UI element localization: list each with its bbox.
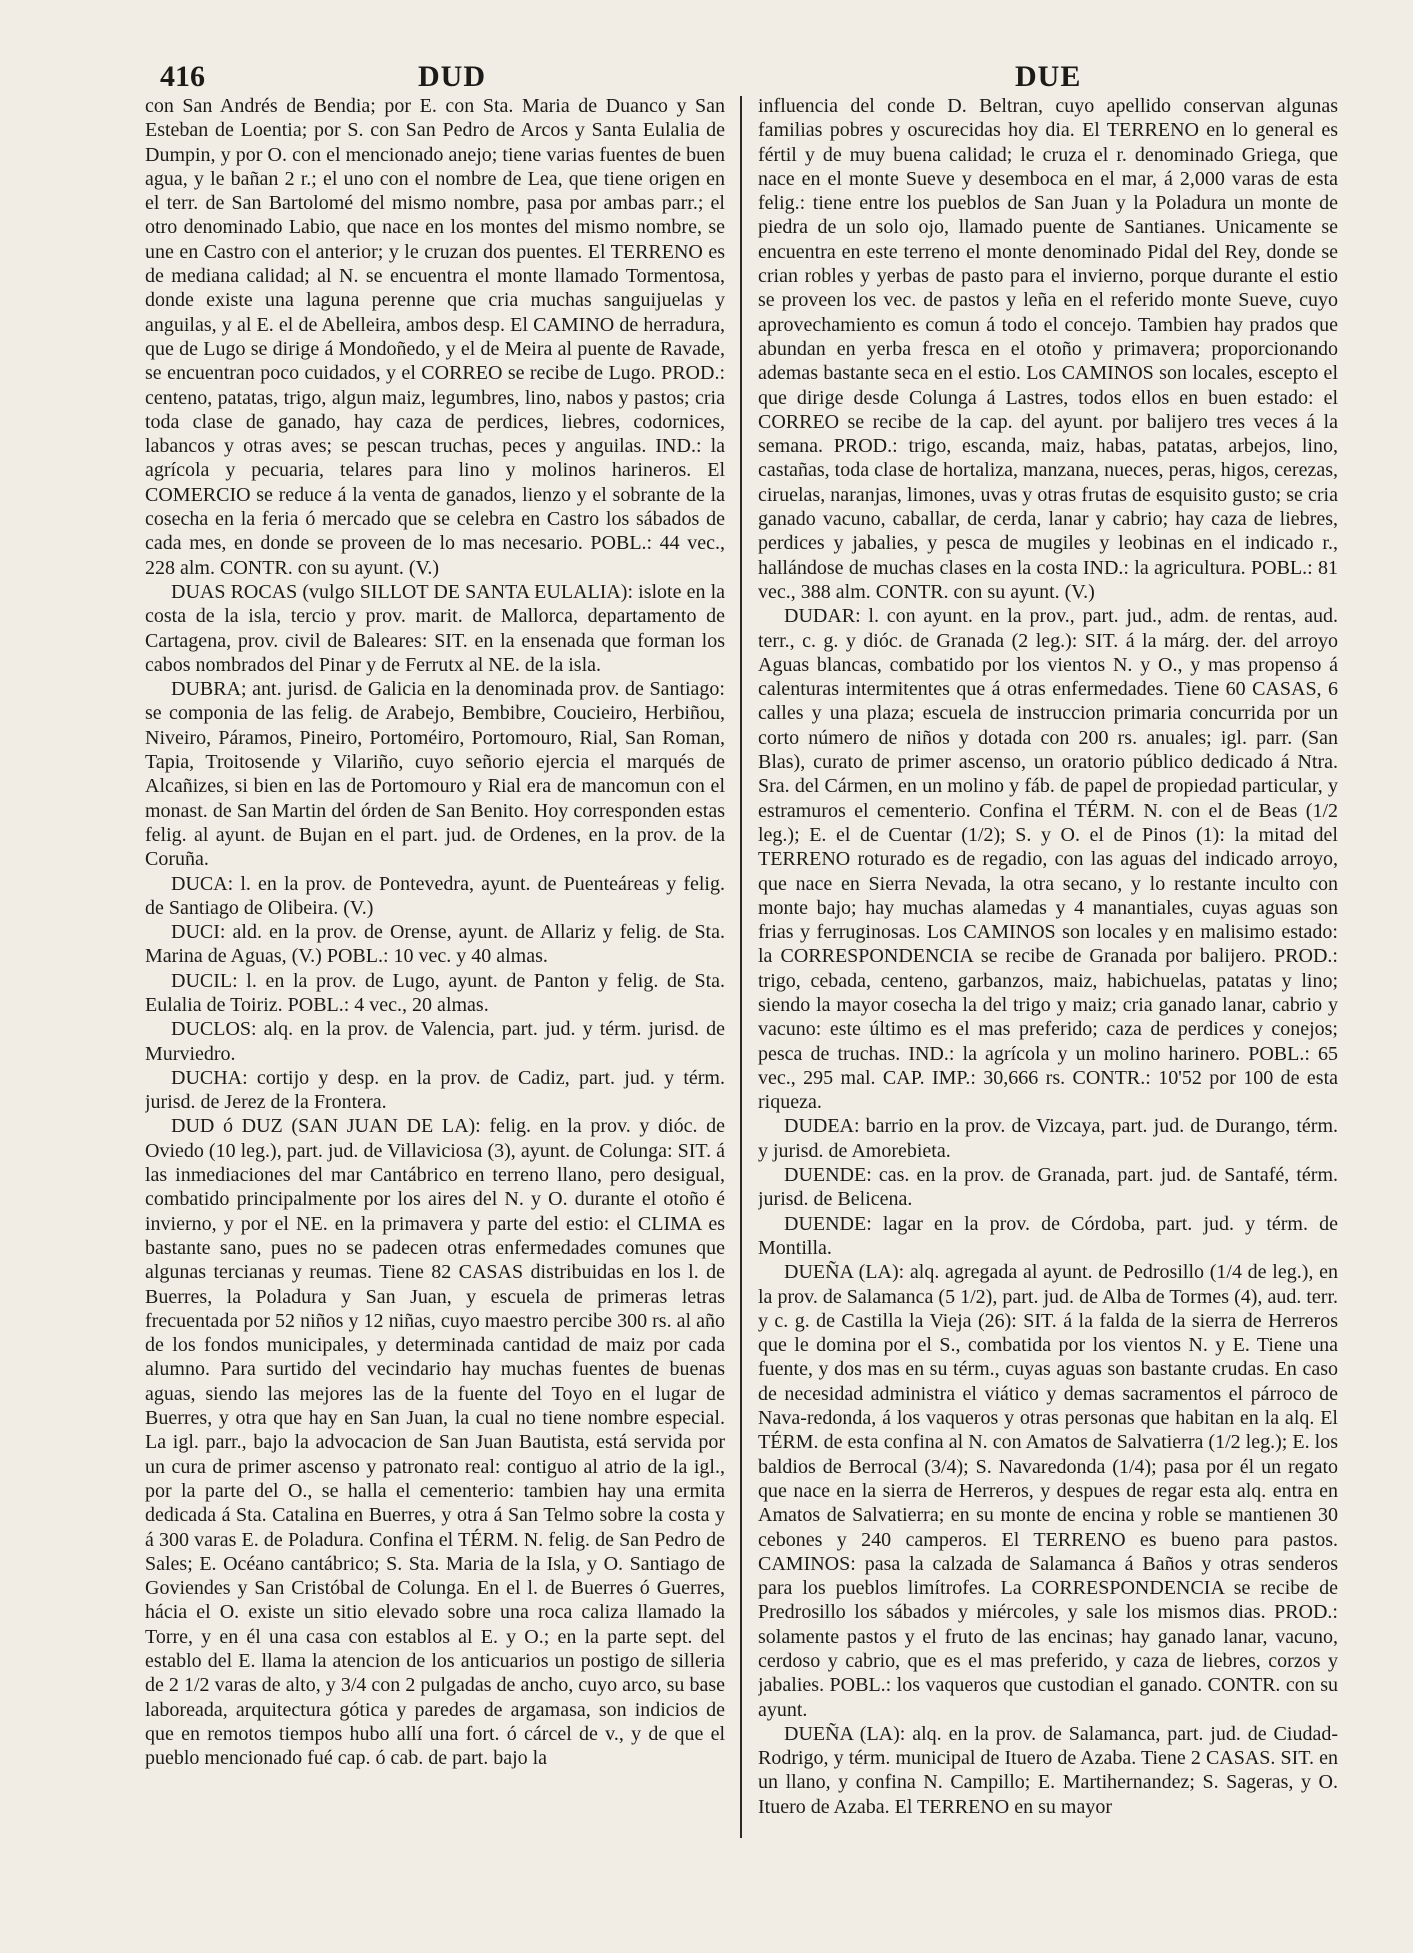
right-column <box>758 94 1338 1934</box>
entry-paragraph: con San Andrés de Bendia; por E. con Sta. Maria de Duanco y San Esteban de Loentia; por S. con San Pedro de Arcos y Santa Eulalia de Dumpin, y por O. con el mencionado anejo; tiene varias fuentes de buen agua, y le bañan 2 r.; el uno con el nombre de Lea, que tiene origen en el terr. de San Bartolomé del mismo nombre, pasa por ambas parr.; el otro denominado Labio, que nace en los montes del mismo nombre, se une en Castro con el anterior; y le cruzan dos puentes. El TERRENO es de mediana calidad; al N. se encuentra el monte llamado Tormentosa, donde existe una laguna perenne que cria muchas sanguijuelas y anguilas, y al E. el de Abelleira, ambos desp. El CAMINO de herradura, que de Lugo se dirige á Mondoñedo, y el de Meira al puente de Ravade, se encuentran poco cuidados, y el CORREO se recibe de Lugo. PROD.: centeno, patatas, trigo, algun maiz, legumbres, lino, nabos y pastos; cria toda clase de ganado, hay caza de perdices, liebres, codornices, labancos y otras aves; se pescan truchas, peces y anguilas. IND.: la agrícola y pecuaria, telares para lino y molinos harineros. El COMERCIO se reduce á la venta de ganados, lienzo y el sobrante de la cosecha en la feria ó mercado que se celebra en Castro los sábados de cada mes, en donde se proveen de lo mas necesario. POBL.: 44 vec., 228 alm. CONTR. con su ayunt. (V.) <box>145 95 725 579</box>
entry-paragraph: DUENDE: lagar en la prov. de Córdoba, part. jud. y térm. de Montilla. <box>758 1212 1338 1259</box>
entry-paragraph: DUCIL: l. en la prov. de Lugo, ayunt. de Panton y felig. de Sta. Eulalia de Toiriz. POBL.: 4 vec., 20 almas. <box>145 969 725 1016</box>
entry-paragraph: DUBRA; ant. jurisd. de Galicia en la denominada prov. de Santiago: se componia de las felig. de Arabejo, Bembibre, Coucieiro, Herbiñou, Niveiro, Páramos, Pineiro, Portoméiro, Portomouro, Rial, San Roman, Tapia, Troitosende y Vilariño, cuyo señorio ejercia el marqués de Alcañizes, si bien en las de Portomouro y Rial era de mancomun con el monast. de San Martin del órden de San Benito. Hoy corresponden estas felig. al ayunt. de Bujan en el part. jud. de Ordenes, en la prov. de la Coruña. <box>145 678 725 871</box>
entry-paragraph: DUDEA: barrio en la prov. de Vizcaya, part. jud. de Durango, térm. y jurisd. de Amorebieta. <box>758 1115 1338 1162</box>
entry-paragraph: DUEÑA (LA): alq. en la prov. de Salamanca, part. jud. de Ciudad-Rodrigo, y térm. municipal de Ituero de Azaba. Tiene 2 CASAS. SIT. en un llano, y confina N. Campillo; E. Martihernandez; S. Sageras, y O. Ituero de Azaba. El TERRENO en su mayor <box>758 1722 1338 1818</box>
column-divider <box>740 96 742 1838</box>
entry-paragraph: influencia del conde D. Beltran, cuyo apellido conservan algunas familias pobres y oscurecidas hoy dia. El TERRENO en lo general es fértil y de muy buena calidad; le cruza el r. denominado Griega, que nace en el monte Sueve y desemboca en el mar, á 2,000 varas de esta felig.: tiene entre los pueblos de San Juan y la Poladura un monte de piedra de un solo ojo, llamado puente de Santianes. Unicamente se encuentra en este terreno el monte denominado Pidal del Rey, donde se crian robles y yerbas de pasto para el invierno, porque durante el estio se proveen los vec. de pastos y leña en el referido monte Sueve, cuyo aprovechamiento es comun á todo el concejo. Tambien hay prados que abundan en yerba fresca en el otoño y primavera; proporcionando ademas bastante seca en el estio. Los CAMINOS son locales, escepto el que dirige desde Colunga á Lastres, todos ellos en buen estado: el CORREO se recibe de la cap. del ayunt. por balijero tres veces á la semana. PROD.: trigo, escanda, maiz, habas, patatas, arbejos, lino, castañas, toda clase de hortaliza, manzana, nueces, peras, higos, cerezas, ciruelas, naranjas, limones, uvas y otras frutas de esquisito gusto; se cria ganado vacuno, caballar, de cerda, lanar y cabrio; hay caza de liebres, perdices y jabalies, y pesca de mugiles y leobinas en el indicado r., hallándose de muchas clases en la costa IND.: la agricultura. POBL.: 81 vec., 388 alm. CONTR. con su ayunt. (V.) <box>758 95 1338 603</box>
header-left-keyword: DUD <box>418 60 486 93</box>
entry-paragraph: DUEÑA (LA): alq. agregada al ayunt. de Pedrosillo (1/4 de leg.), en la prov. de Salamanca (5 1/2), part. jud. de Alba de Tormes (4), aud. terr. y c. g. de Castilla la Vieja (26): SIT. á la falda de la sierra de Herreros que le domina por el S., combatida por los vientos N. y E. Tiene una fuente, y dos mas en su térm., cuyas aguas son bastante crudas. En caso de necesidad administra el viático y demas sacramentos el párroco de Nava-redonda, á los vaqueros y otras personas que habitan en la alq. El TÉRM. de esta confina al N. con Amatos de Salvatierra (1/2 leg.); E. los baldios de Berrocal (3/4); S. Navaredonda (1/4); pasa por él un regato que nace en la sierra de Herreros, y despues de regar esta alq. entra en Amatos de Salvatierra; en su monte de encina y roble se mantienen 30 cebones y 240 camperos. El TERRENO es bueno para pastos. CAMINOS: pasa la calzada de Salamanca á Baños y otras senderos para los pueblos limítrofes. La CORRESPONDENCIA se recibe de Predrosillo los sábados y miércoles, y sale los mismos dias. PROD.: solamente pastos y el fruto de las encinas; hay ganado lanar, vacuno, cerdoso y cabrio, que es el mas preferido, y caza de liebres, corzos y jabalies. POBL.: los vaqueros que custodian el ganado. CONTR. con su ayunt. <box>758 1261 1338 1721</box>
entry-paragraph: DUCLOS: alq. en la prov. de Valencia, part. jud. y térm. jurisd. de Murviedro. <box>145 1018 725 1065</box>
entry-paragraph: DUCHA: cortijo y desp. en la prov. de Cadiz, part. jud. y térm. jurisd. de Jerez de la Frontera. <box>145 1066 725 1114</box>
entry-paragraph: DUCI: ald. en la prov. de Orense, ayunt. de Allariz y felig. de Sta. Marina de Aguas, (V.) POBL.: 10 vec. y 40 almas. <box>145 921 725 968</box>
entry-paragraph: DUENDE: cas. en la prov. de Granada, part. jud. de Santafé, térm. jurisd. de Belicena. <box>758 1164 1338 1211</box>
header-right-keyword: DUE <box>1015 60 1082 93</box>
entry-paragraph: DUAS ROCAS (vulgo SILLOT DE SANTA EULALIA): islote en la costa de la isla, tercio y prov. marit. de Mallorca, departamento de Cartagena, prov. civil de Baleares: SIT. en la ensenada que forman los cabos nombrados del Pinar y de Ferrutx al NE. de la isla. <box>145 580 725 676</box>
entry-paragraph: DUCA: l. en la prov. de Pontevedra, ayunt. de Puenteáreas y felig. de Santiago de Olibeira. (V.) <box>145 872 725 919</box>
entry-paragraph: DUDAR: l. con ayunt. en la prov., part. jud., adm. de rentas, aud. terr., c. g. y dióc. de Granada (2 leg.): SIT. á la márg. der. del arroyo Aguas blancas, combatido por los vientos N. y O., y mas propenso á calenturas intermitentes que á otras enfermedades. Tiene 60 CASAS, 6 calles y una plaza; escuela de instruccion primaria concurrida por un corto número de niños y dotada con 200 rs. anuales; igl. parr. (San Blas), curato de primer ascenso, un oratorio público dedicado á Ntra. Sra. del Cármen, en un molino y fáb. de papel de propiedad particular, y estramuros el cementerio. Confina el TÉRM. N. con el de Beas (1/2 leg.); E. el de Cuentar (1/2); S. y O. el de Pinos (1): la mitad del TERRENO roturado es de regadio, con las aguas del indicado arroyo, que nace en Sierra Nevada, la otra secano, y lo restante inculto con monte bajo; hay muchas alamedas y 4 manantiales, cuyas aguas son frias y ferruginosas. Los CAMINOS son locales y en malisimo estado: la CORRESPONDENCIA se recibe de Granada por balijero. PROD.: trigo, cebada, centeno, garbanzos, maiz, habichuelas, patatas y lino; siendo la mayor cosecha la del trigo y maiz; cria ganado lanar, cabrio y vacuno: este último es el mas preferido; caza de perdices y conejos; pesca de truchas. IND.: la agrícola y un molino harinero. POBL.: 65 vec., 295 mal. CAP. IMP.: 30,666 rs. CONTR.: 10'52 por 100 de esta riqueza. <box>758 605 1338 1114</box>
page-number: 416 <box>160 60 205 93</box>
left-column <box>145 94 725 1934</box>
entry-paragraph: DUD ó DUZ (SAN JUAN DE LA): felig. en la prov. y dióc. de Oviedo (10 leg.), part. jud. de Villaviciosa (3), ayunt. de Colunga: SIT. á las inmediaciones del mar Cantábrico en terreno llano, pero desigual, combatido principalmente por los aires del N. y O. durante el otoño é invierno, y por el NE. en la primavera y parte del estio: el CLIMA es bastante sano, pues no se padecen otras enfermedades comunes que algunas tercianas y reumas. Tiene 82 CASAS distribuidas en los l. de Buerres, la Poladura y San Juan, y escuela de primeras letras frecuentada por 52 niños y 12 niñas, cuyo maestro percibe 300 rs. al año de los fondos municipales, y determinada cantidad de maiz por cada alumno. Para surtido del vecindario hay muchas fuentes de buenas aguas, siendo las mejores las de la fuente del Toyo en el lugar de Buerres, y otra que hay en San Juan, la cual no tiene nombre especial. La igl. parr., bajo la advocacion de San Juan Bautista, está servida por un cura de primer ascenso y patronato real: contiguo al atrio de la igl., por la parte del O., se halla el cementerio: tambien hay una ermita dedicada á Sta. Catalina en Buerres, y otra á San Telmo sobre la costa y á 300 varas E. de Poladura. Confina el TÉRM. N. felig. de San Pedro de Sales; E. Océano cantábrico; S. Sta. Maria de la Isla, y O. Santiago de Goviendes y San Cristóbal de Colunga. En el l. de Buerres ó Guerres, hácia el O. existe un sitio elevado sobre una roca caliza llamado la Torre, y en él una casa con establos al E. y O.; en la parte sept. del establo del E. llama la atencion de los anticuarios un postigo de silleria de 2 1/2 varas de alto, y 3/4 con 2 pulgadas de ancho, cuyo arco, su base laboreada, arquitectura gótica y paredes de argamasa, son indicios de que en remotos tiempos hubo allí una fort. ó cárcel de v., y de que el pueblo mencionado fué cap. ó cab. de part. bajo la <box>145 1115 725 1770</box>
